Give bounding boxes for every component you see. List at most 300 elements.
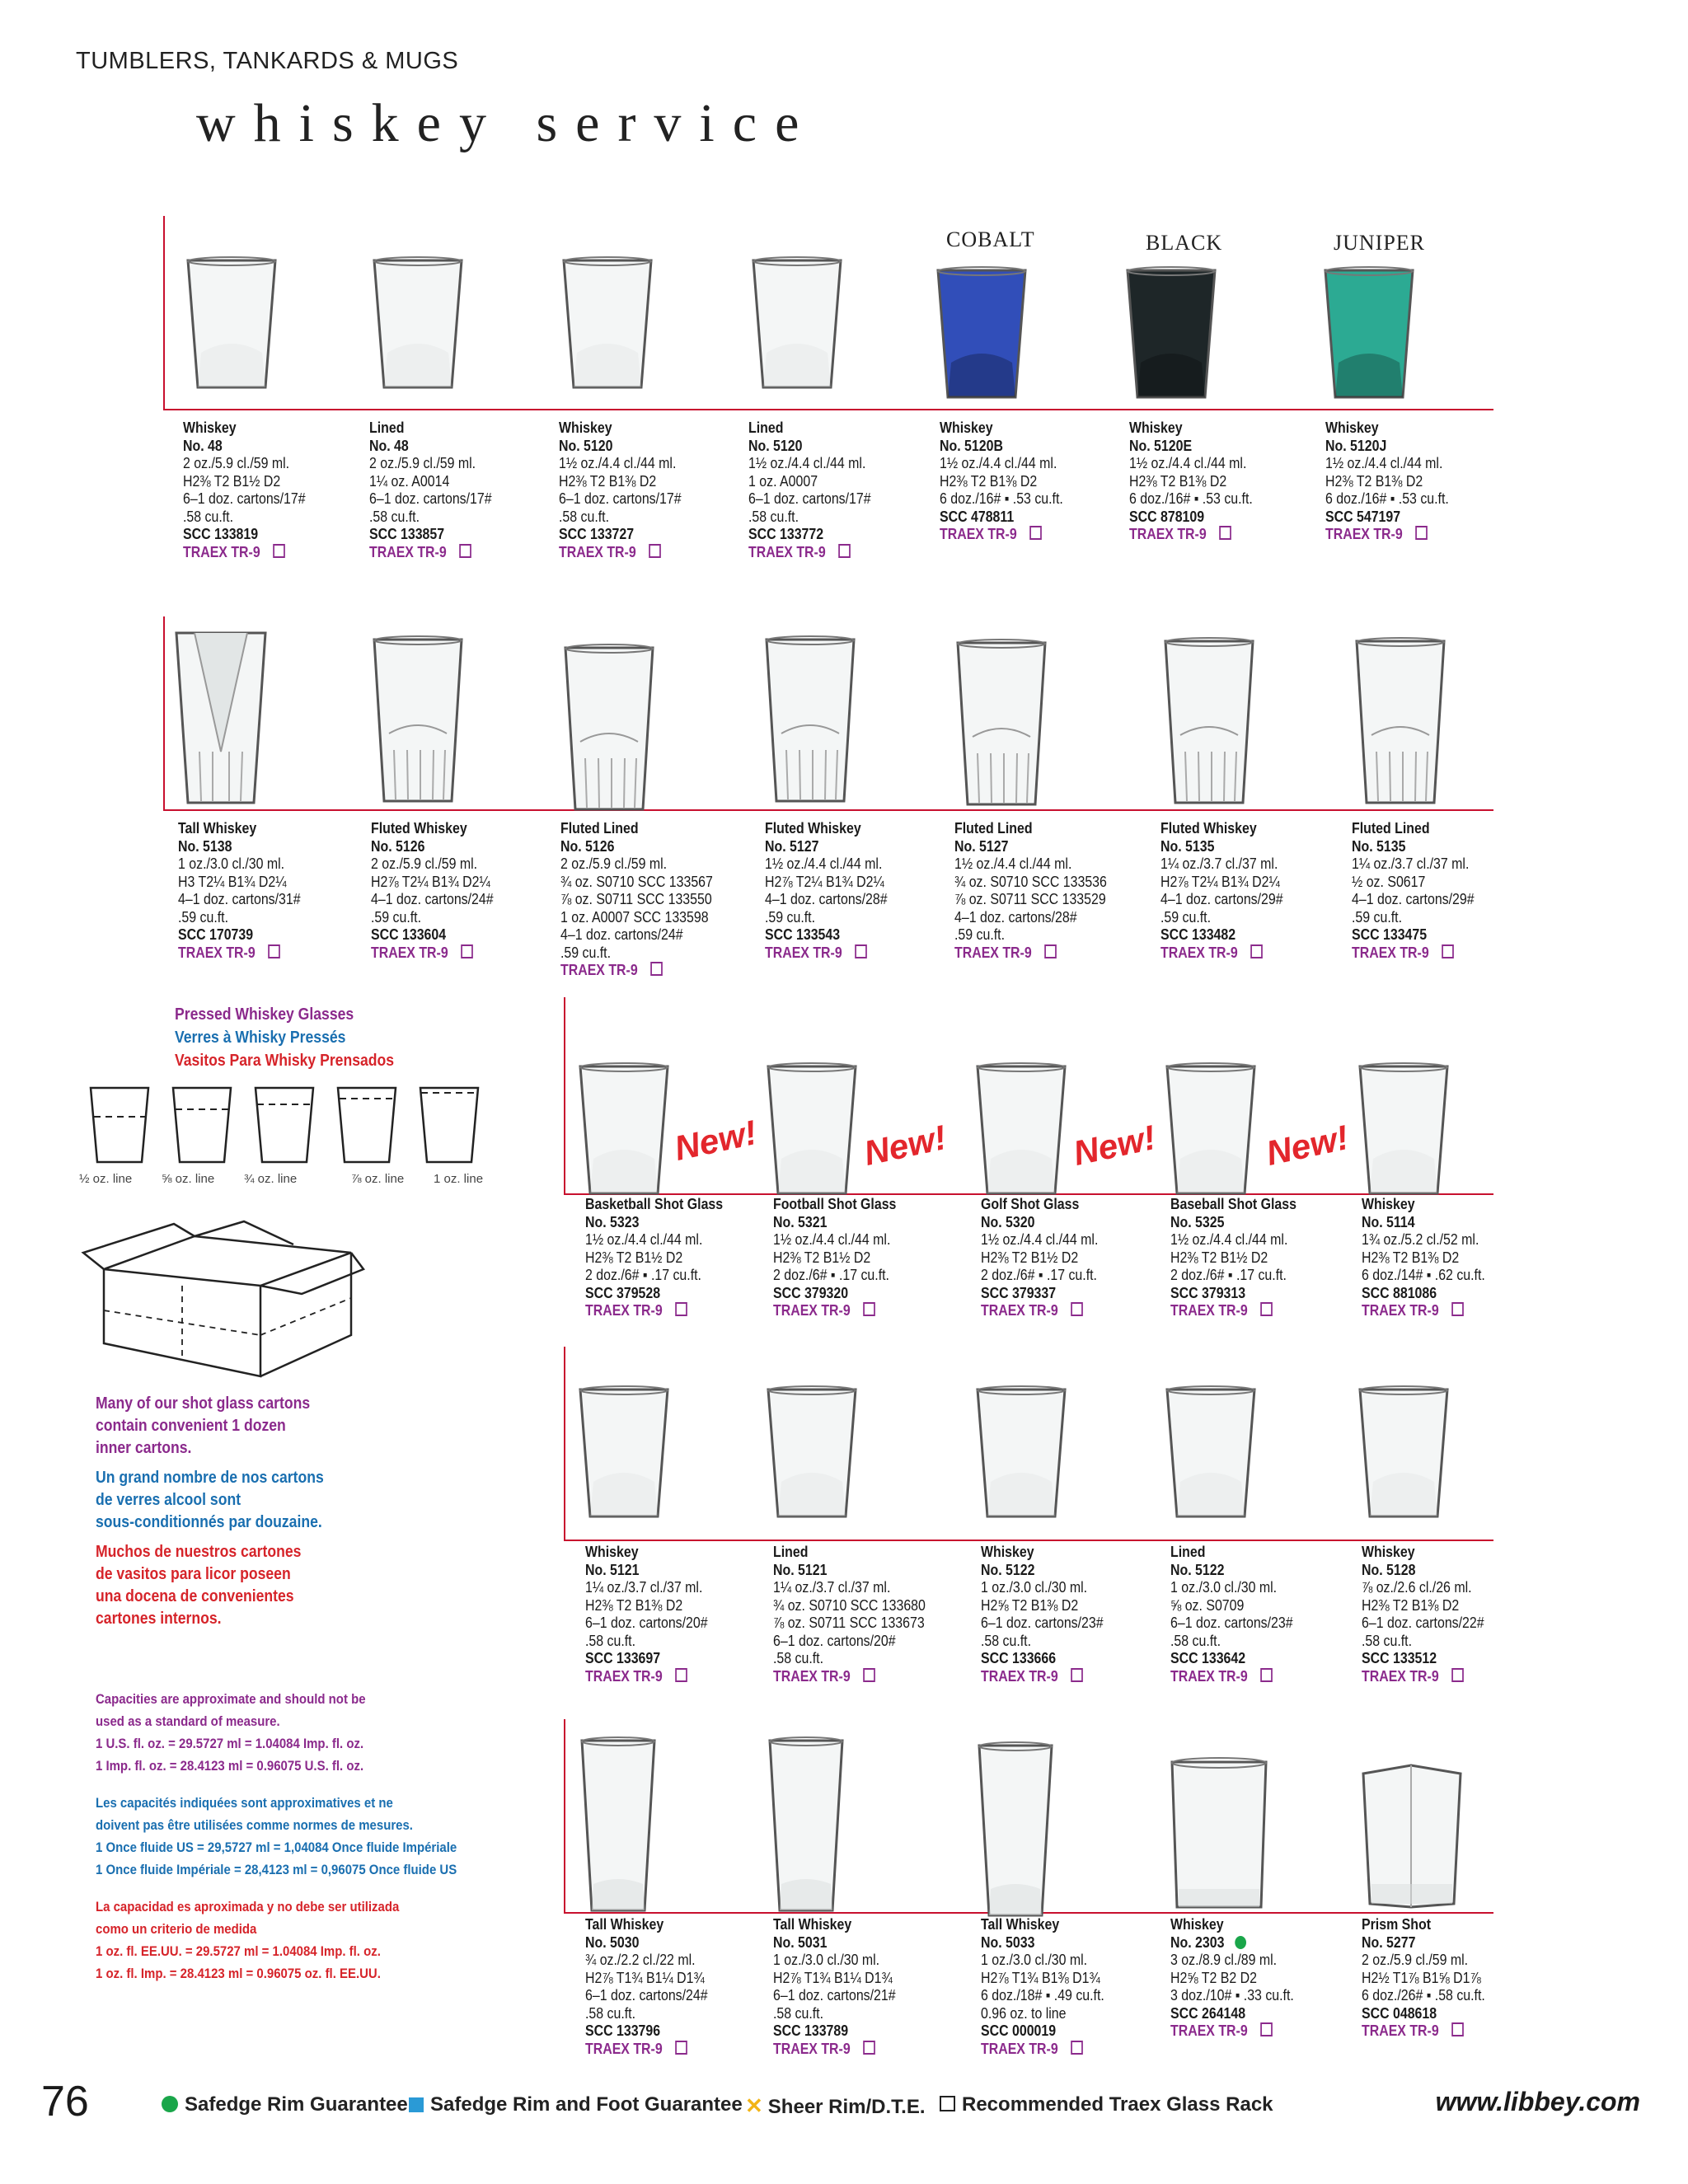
product-name: Lined [369,419,405,436]
product-spec: 1½ oz./4.4 cl./44 ml. [559,454,677,471]
new-badge: New! [860,1118,950,1173]
product-spec: 1 oz./3.0 cl./30 ml. [178,855,285,872]
row-5-rule-vertical [564,1719,565,1914]
product-scc: SCC 881086 [1362,1283,1437,1301]
shot-glass-image [1162,1385,1259,1525]
product-spec: 1¼ oz. A0014 [369,471,450,490]
product-spec: 4–1 doz. cartons/28# [765,890,888,907]
product-spec: H2⅞ T1¾ B1⅜ D1¾ [981,1968,1100,1986]
traex-rack: TRAEX TR-9 [981,1667,1104,1685]
product-spec: 2 doz./6# ▪ .17 cu.ft. [1170,1266,1287,1283]
product-spec: H2⅜ T2 B1⅜ D2 [1129,471,1227,490]
product-info [940,419,1063,543]
product-spec: H2⅜ T2 B1⅜ D2 [1362,1596,1460,1614]
traex-box-icon [1071,2041,1083,2055]
product-spec: 1½ oz./4.4 cl./44 ml. [765,855,883,872]
product-spec: ½ oz. S0617 [1352,872,1426,890]
product-scc: SCC 478811 [940,507,1015,525]
shot-glass-image [763,1385,860,1525]
product-scc: SCC 379337 [981,1283,1057,1301]
traex-box-icon [1415,526,1428,540]
product-info [773,1543,926,1685]
product-spec: 1¾ oz./5.2 cl./52 ml. [1362,1230,1479,1248]
product-number: No. 2303 [1170,1933,1294,1952]
product-name: Basketball Shot Glass [585,1195,724,1212]
product-name: Whiskey [1170,1915,1224,1933]
product-scc: SCC 264148 [1170,2004,1246,2022]
capacity-note-es: como un criterio de medida [96,1921,257,1937]
traex-box-icon [855,944,867,958]
shot-glass-image [1167,1757,1271,1914]
traex-rack: TRAEX TR-9 [1352,944,1475,962]
carton-note-es: una docena de convenientes [96,1587,294,1605]
product-name: Whiskey [1129,419,1183,436]
traex-rack: TRAEX TR-9 [369,543,492,561]
traex-box-icon [675,1668,687,1682]
outline-square-icon [940,2096,955,2111]
traex-box-icon [838,544,851,558]
product-spec: ⅞ oz. S0711 SCC 133673 [773,1614,925,1631]
product-spec: H2⅞ T2¼ B1¾ D2¼ [371,872,490,890]
product-spec: 1½ oz./4.4 cl./44 ml. [1170,1230,1288,1248]
traex-box-icon [273,544,285,558]
traex-rack: TRAEX TR-9 [1362,2022,1485,2040]
page-title: whiskey service [196,93,818,153]
product-spec: H2⅜ T2 B1⅜ D2 [585,1596,683,1614]
product-scc: SCC 133796 [585,2022,661,2039]
product-info [1362,1915,1485,2040]
product-spec: 2 oz./5.9 cl./59 ml. [371,855,478,872]
product-spec: 6 doz./26# ▪ .58 cu.ft. [1362,1986,1485,2004]
product-spec: 1½ oz./4.4 cl./44 ml. [954,855,1072,872]
product-info [585,1543,708,1685]
product-info [981,1915,1104,2057]
product-spec: 4–1 doz. cartons/24# [371,890,494,907]
product-spec: H2⅜ T2 B1⅜ D2 [559,471,657,490]
traex-rack: TRAEX TR-9 [773,2040,896,2058]
product-number: No. 5320 [981,1212,1035,1230]
product-spec: 6–1 doz. cartons/17# [369,490,492,507]
legend-safedge-rim-foot: Safedge Rim and Foot Guarantee [409,2093,743,2116]
product-spec: 2 oz./5.9 cl./59 ml. [1362,1951,1469,1968]
product-info [1352,819,1475,961]
product-scc: SCC 133475 [1352,926,1428,943]
traex-rack: TRAEX TR-9 [1325,525,1449,543]
safedge-rim-icon [1235,1936,1246,1949]
traex-box-icon [459,544,471,558]
traex-rack: TRAEX TR-9 [1170,2022,1294,2040]
product-spec: 6–1 doz. cartons/24# [585,1986,708,2004]
product-spec: 6 doz./16# ▪ .53 cu.ft. [1129,490,1253,507]
product-number: No. 5120 [748,436,803,454]
product-spec: 2 doz./6# ▪ .17 cu.ft. [585,1266,701,1283]
color-label-black: BLACK [1146,231,1223,255]
carton-note-es: de vasitos para licor poseen [96,1565,291,1583]
product-number: No. 5030 [585,1933,640,1951]
product-spec: 4–1 doz. cartons/29# [1160,890,1283,907]
shot-glass-image [575,1062,673,1202]
product-name: Whiskey [559,419,612,436]
traex-box-icon [863,2041,875,2055]
product-spec: 6 doz./16# ▪ .53 cu.ft. [940,490,1063,507]
shot-glass-image [763,1062,860,1202]
product-spec: 2 oz./5.9 cl./59 ml. [560,855,668,872]
product-scc: SCC 133642 [1170,1649,1246,1666]
product-info [1170,1195,1296,1319]
shot-glass-image [765,1736,847,1917]
carton-note-en: contain convenient 1 dozen [96,1417,286,1435]
product-scc: SCC 133789 [773,2022,849,2039]
shot-glass-image [369,255,467,396]
traex-box-icon [1250,944,1263,958]
product-number: No. 5033 [981,1933,1035,1951]
product-number: No. 5128 [1362,1560,1416,1578]
product-spec: .58 cu.ft. [1362,1631,1413,1649]
product-scc: SCC 133772 [748,525,824,542]
traex-box-icon [1071,1302,1083,1316]
traex-box-icon [1260,1302,1273,1316]
carton-note-en: Many of our shot glass cartons [96,1394,311,1413]
traex-rack: TRAEX TR-9 [183,543,306,561]
traex-rack: TRAEX TR-9 [1160,944,1283,962]
green-dot-icon [162,2096,178,2112]
product-spec: .59 cu.ft. [954,926,1006,943]
capacity-note-en: 1 Imp. fl. oz. = 28.4123 ml = 0.96075 U.S. fl. oz. [96,1758,364,1774]
product-name: Lined [1170,1543,1206,1560]
product-spec: 2 oz./5.9 cl./59 ml. [369,454,476,471]
shot-glass-image [933,265,1030,405]
product-number: No. 5120 [559,436,613,454]
product-spec: ⅞ oz./2.6 cl./26 ml. [1362,1578,1472,1596]
traex-rack: TRAEX TR-9 [1170,1301,1296,1319]
new-badge: New! [1263,1118,1353,1173]
product-spec: ⅞ oz. S0711 SCC 133550 [560,890,712,907]
product-name: Fluted Lined [560,819,639,837]
product-name: Fluted Lined [1352,819,1430,837]
product-spec: .58 cu.ft. [748,507,799,525]
product-number: No. 5120J [1325,436,1387,454]
carton-note-es: Muchos de nuestros cartones [96,1543,302,1561]
product-scc: SCC 133727 [559,525,635,542]
product-spec: ¾ oz. S0710 SCC 133680 [773,1596,926,1614]
product-name: Prism Shot [1362,1915,1431,1933]
product-spec: 2 doz./6# ▪ .17 cu.ft. [773,1266,889,1283]
shot-glass-image [183,255,280,396]
capacity-note-en: Capacities are approximate and should not be [96,1691,366,1707]
product-spec: 1 oz./3.0 cl./30 ml. [981,1578,1088,1596]
product-number: No. 5114 [1362,1212,1415,1230]
product-spec: 6–1 doz. cartons/23# [981,1614,1104,1631]
traex-box-icon [1044,944,1057,958]
line-label: ¾ oz. line [244,1172,298,1186]
product-spec: 1 oz. A0007 SCC 133598 [560,907,709,926]
product-number: No. 5323 [585,1212,640,1230]
product-scc: SCC 878109 [1129,507,1205,525]
legend-sheer-rim: ✕ Sheer Rim/D.T.E. [745,2093,926,2118]
shot-glass-image [577,1736,659,1917]
traex-box-icon [1260,2022,1273,2036]
traex-rack: TRAEX TR-9 [559,543,682,561]
capacity-note-en: 1 U.S. fl. oz. = 29.5727 ml = 1.04084 Imp. fl. oz. [96,1736,364,1751]
line-label: 1 oz. line [434,1172,484,1186]
product-name: Lined [748,419,784,436]
product-name: Whiskey [585,1543,639,1560]
blue-square-icon [409,2097,424,2112]
product-spec: ¾ oz./2.2 cl./22 ml. [585,1951,696,1968]
row-1-rule-vertical [163,216,165,410]
traex-rack: TRAEX TR-9 [1362,1301,1485,1319]
traex-box-icon [1451,1668,1464,1682]
section-header: TUMBLERS, TANKARDS & MUGS [76,48,459,74]
traex-rack: TRAEX TR-9 [1170,1667,1293,1685]
product-info [1362,1543,1484,1685]
legend-safedge-rim: Safedge Rim Guarantee [162,2093,408,2116]
product-name: Lined [773,1543,809,1560]
product-info [773,1195,896,1319]
line-label: ½ oz. line [79,1172,133,1186]
product-spec: ¾ oz. S0710 SCC 133536 [954,872,1107,890]
product-info [178,819,301,961]
product-info [773,1915,896,2057]
traex-rack: TRAEX TR-9 [981,2040,1104,2058]
product-info [981,1195,1098,1319]
carton-note-es: cartones internos. [96,1610,222,1628]
legend-traex-rack: Recommended Traex Glass Rack [940,2093,1273,2116]
row-4-rule-vertical [564,1347,565,1541]
product-spec: 6–1 doz. cartons/17# [183,490,306,507]
product-spec: 1½ oz./4.4 cl./44 ml. [981,1230,1099,1248]
website-link[interactable]: www.libbey.com [1435,2087,1640,2116]
product-spec: ⅞ oz. S0711 SCC 133529 [954,890,1106,907]
product-spec: 1¼ oz./3.7 cl./37 ml. [585,1578,703,1596]
product-info [1170,1543,1293,1685]
product-scc: SCC 133666 [981,1649,1057,1666]
product-spec: .58 cu.ft. [369,507,420,525]
shot-glass-image [171,628,270,809]
product-number: No. 5120E [1129,436,1193,454]
product-spec: 3 oz./8.9 cl./89 ml. [1170,1951,1278,1968]
capacity-note-fr: Les capacités indiquées sont approximatives et ne [96,1795,393,1811]
shot-glass-image [559,255,656,396]
product-spec: 4–1 doz. cartons/28# [954,907,1077,926]
capacity-note-es: 1 oz. fl. EE.UU. = 29.5727 ml = 1.04084 Imp. fl. oz. [96,1943,381,1959]
product-spec: 1¼ oz./3.7 cl./37 ml. [1352,855,1470,872]
product-info [1362,1195,1485,1319]
product-number: No. 5122 [981,1560,1035,1578]
product-spec: .58 cu.ft. [559,507,610,525]
product-number: No. 5121 [585,1560,640,1578]
pressed-title-en: Pressed Whiskey Glasses [175,1005,354,1024]
product-name: Whiskey [183,419,237,436]
product-scc: SCC 379320 [773,1283,849,1301]
product-spec: .58 cu.ft. [773,2004,824,2022]
product-scc: SCC 170739 [178,926,254,943]
product-info [585,1195,723,1319]
capacity-note-fr: 1 Once fluide Impériale = 28,4123 ml = 0,96075 Once fluide US [96,1862,457,1877]
product-spec: .59 cu.ft. [1352,907,1403,926]
carton-illustration [79,1220,376,1385]
capacity-note-fr: doivent pas être utilisées comme normes de mesures. [96,1817,413,1833]
new-badge: New! [671,1113,761,1168]
product-number: No. 5031 [773,1933,828,1951]
traex-rack: TRAEX TR-9 [981,1301,1098,1319]
traex-rack: TRAEX TR-9 [178,944,301,962]
carton-note-fr: de verres alcool sont [96,1491,241,1509]
shot-glass-image [762,635,859,808]
row-2-rule-horizontal [163,809,1493,811]
product-name: Baseball Shot Glass [1170,1195,1296,1212]
pressed-title-es: Vasitos Para Whisky Prensados [175,1052,395,1070]
traex-rack: TRAEX TR-9 [954,944,1107,962]
traex-box-icon [1451,2022,1464,2036]
traex-box-icon [649,544,661,558]
product-spec: 6–1 doz. cartons/17# [748,490,871,507]
shot-glass-image [1160,636,1258,809]
pressed-line-diagrams [82,1080,511,1179]
product-name: Tall Whiskey [773,1915,852,1933]
product-number: No. 5127 [954,837,1009,855]
product-scc: SCC 133543 [765,926,841,943]
shot-glass-image [1320,265,1418,405]
product-spec: 1½ oz./4.4 cl./44 ml. [585,1230,703,1248]
product-name: Whiskey [1362,1195,1415,1212]
shot-glass-image [1123,265,1220,405]
product-info [371,819,494,961]
traex-rack: TRAEX TR-9 [765,944,888,962]
product-name: Football Shot Glass [773,1195,897,1212]
product-scc: SCC 379313 [1170,1283,1246,1301]
product-spec: ⅝ oz. S0709 [1170,1596,1245,1614]
shot-glass-image [973,1062,1070,1202]
product-spec: 1¼ oz./3.7 cl./37 ml. [773,1578,891,1596]
capacity-note-fr: 1 Once fluide US = 29,5727 ml = 1,04084 Once fluide Impériale [96,1840,457,1855]
page-number: 76 [41,2078,89,2125]
product-number: No. 5127 [765,837,819,855]
capacity-note-es: La capacidad es aproximada y no debe ser utilizada [96,1899,400,1915]
product-scc: SCC 133512 [1362,1649,1437,1666]
product-spec: 1 oz. A0007 [748,471,818,490]
product-name: Golf Shot Glass [981,1195,1080,1212]
traex-rack: TRAEX TR-9 [560,961,713,979]
carton-note-en: inner cartons. [96,1439,192,1457]
product-spec: 1¼ oz./3.7 cl./37 ml. [1160,855,1278,872]
traex-rack: TRAEX TR-9 [585,1667,708,1685]
product-name: Tall Whiskey [981,1915,1060,1933]
product-spec: 6 doz./18# ▪ .49 cu.ft. [981,1986,1104,2004]
traex-box-icon [1260,1668,1273,1682]
row-4-rule-horizontal [564,1540,1493,1541]
shot-glass-image [560,643,658,816]
product-name: Fluted Whiskey [371,819,467,837]
product-name: Whiskey [1325,419,1379,436]
product-number: No. 5277 [1362,1933,1416,1951]
product-spec: 1 oz./3.0 cl./30 ml. [1170,1578,1278,1596]
product-spec: 4–1 doz. cartons/29# [1352,890,1475,907]
product-number: No. 5135 [1160,837,1215,855]
product-number: No. 5122 [1170,1560,1225,1578]
product-info [765,819,888,961]
product-spec: .59 cu.ft. [765,907,816,926]
product-scc: SCC 379528 [585,1283,661,1301]
product-spec: 1 oz./3.0 cl./30 ml. [773,1951,880,1968]
product-number: No. 5135 [1352,837,1406,855]
row-2-rule-vertical [163,616,165,811]
product-spec: 1½ oz./4.4 cl./44 ml. [940,454,1057,471]
product-name: Whiskey [940,419,993,436]
product-spec: H2⅜ T2 B1½ D2 [183,471,281,490]
carton-note-fr: sous-conditionnés par douzaine. [96,1513,322,1531]
product-spec: 6 doz./14# ▪ .62 cu.ft. [1362,1266,1485,1283]
traex-rack: TRAEX TR-9 [773,1667,926,1685]
product-spec: 2 doz./6# ▪ .17 cu.ft. [981,1266,1097,1283]
product-spec: 1½ oz./4.4 cl./44 ml. [748,454,866,471]
product-spec: 6–1 doz. cartons/23# [1170,1614,1293,1631]
product-spec: .59 cu.ft. [371,907,422,926]
shot-glass-image [748,255,846,396]
shot-glass-image [1352,636,1449,809]
product-spec: .58 cu.ft. [981,1631,1032,1649]
product-spec: H2⅜ T2 B1⅜ D2 [940,471,1038,490]
traex-rack: TRAEX TR-9 [371,944,494,962]
shot-glass-image [369,635,467,808]
product-spec: H2⅜ T2 B1½ D2 [981,1248,1079,1266]
product-name: Whiskey [1362,1543,1415,1560]
product-scc: SCC 133857 [369,525,445,542]
shot-glass-image [1358,1762,1465,1910]
product-spec: 2 oz./5.9 cl./59 ml. [183,454,290,471]
capacity-note-es: 1 oz. fl. Imp. = 28.4123 ml = 0.96075 oz. fl. EE.UU. [96,1966,381,1981]
product-name: Fluted Lined [954,819,1033,837]
carton-note-fr: Un grand nombre de nos cartons [96,1469,324,1487]
product-spec: H2⅜ T2 B1½ D2 [1170,1248,1268,1266]
product-spec: H2⅝ T2 B1⅜ D2 [981,1596,1079,1614]
product-spec: .58 cu.ft. [585,2004,636,2022]
product-spec: 1 oz./3.0 cl./30 ml. [981,1951,1088,1968]
traex-box-icon [1219,526,1231,540]
traex-box-icon [461,944,473,958]
color-label-cobalt: COBALT [946,227,1035,251]
traex-box-icon [1071,1668,1083,1682]
row-1-rule-horizontal [163,409,1493,410]
yellow-x-icon: ✕ [745,2093,763,2118]
line-label: ⅝ oz. line [162,1172,215,1186]
traex-rack: TRAEX TR-9 [940,525,1063,543]
traex-box-icon [1451,1302,1464,1316]
product-name: Whiskey [981,1543,1034,1560]
product-info [1129,419,1253,543]
product-scc: SCC 133819 [183,525,259,542]
traex-rack: TRAEX TR-9 [773,1301,896,1319]
shot-glass-image [1355,1385,1452,1525]
product-spec: 3 doz./10# ▪ .33 cu.ft. [1170,1986,1294,2004]
product-scc: SCC 048618 [1362,2004,1437,2022]
product-info [1325,419,1449,543]
traex-rack: TRAEX TR-9 [1362,1667,1484,1685]
product-spec: 4–1 doz. cartons/31# [178,890,301,907]
product-spec: H3 T2¼ B1¾ D2¼ [178,872,287,890]
row-3-rule-vertical [564,997,565,1195]
product-spec: H2⅞ T2¼ B1¾ D2¼ [765,872,884,890]
product-number: No. 48 [183,436,223,454]
shot-glass-image [575,1385,673,1525]
pressed-title-fr: Verres à Whisky Pressés [175,1029,346,1047]
new-badge: New! [1070,1118,1160,1173]
product-info [1160,819,1283,961]
product-number: No. 5126 [371,837,425,855]
product-spec: H2⅜ T2 B1½ D2 [773,1248,871,1266]
product-spec: H2⅜ T2 B1⅜ D2 [1362,1248,1460,1266]
product-spec: 6–1 doz. cartons/20# [773,1631,896,1649]
